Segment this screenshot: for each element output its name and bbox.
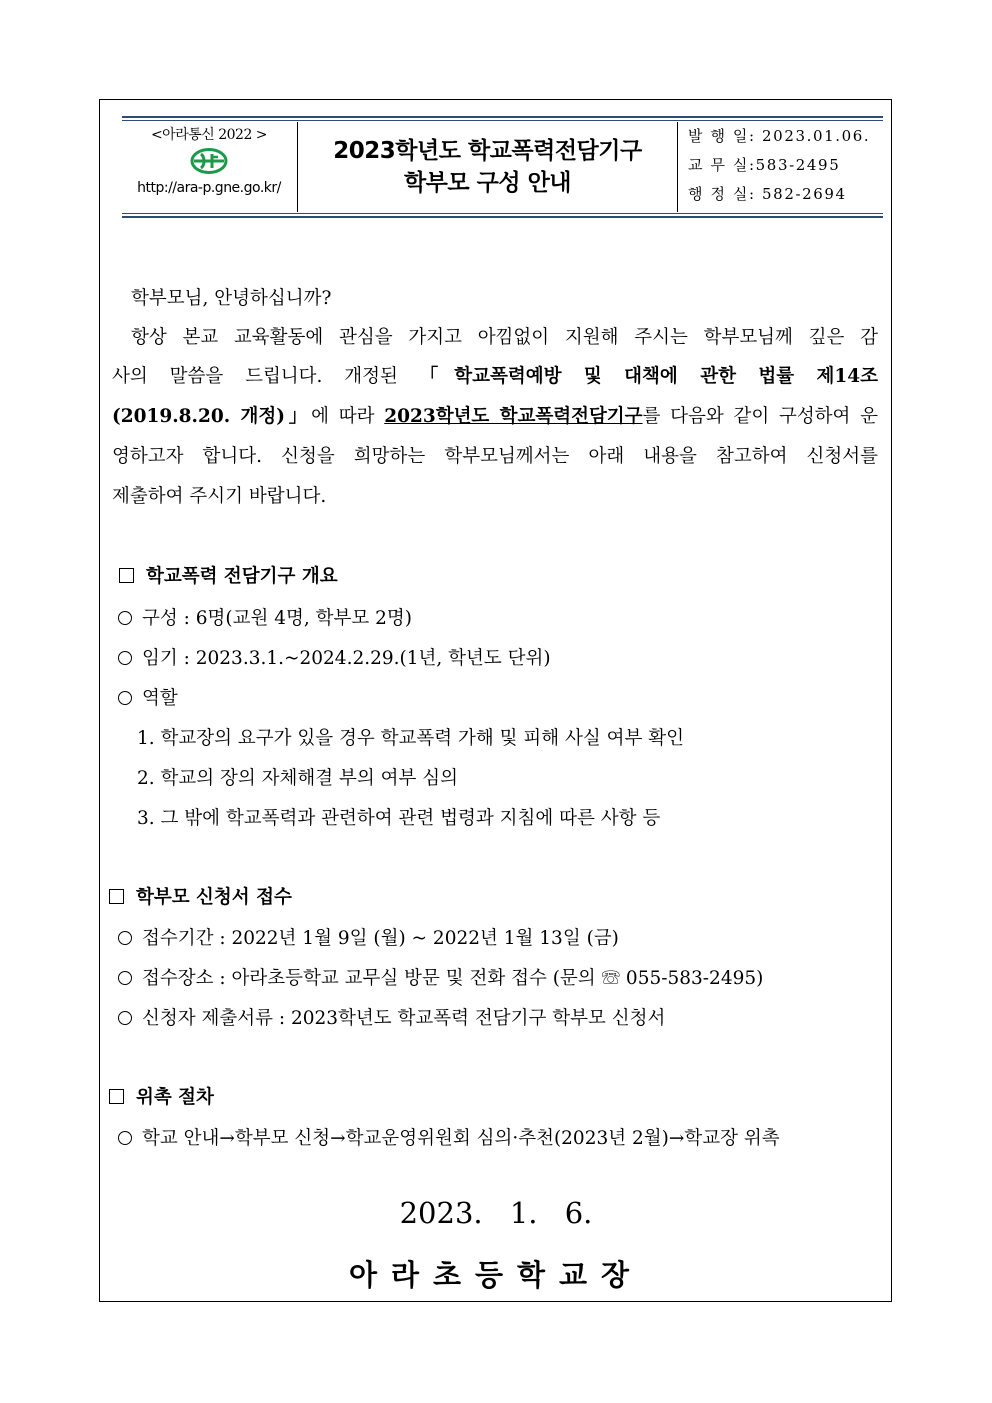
document-title-line1: 2023학년도 학교폭력전담기구 <box>333 138 642 164</box>
circle-bullet-icon <box>118 1011 132 1025</box>
procedure-text: 학교 안내→학부모 신청→학교운영위원회 심의·추천(2023년 2월)→학교장 위촉 <box>142 1128 780 1149</box>
section-heading-overview <box>119 562 338 588</box>
documents-text: 신청자 제출서류 : 2023학년도 학교폭력 전담기구 학부모 신청서 <box>142 1008 666 1029</box>
office-phone: 교 무 실:583-2495 <box>688 156 841 174</box>
signature-date: 2023. 1. 6. <box>399 1196 593 1230</box>
period-text: 접수기간 : 2022년 1월 9일 (월) ~ 2022년 1월 13일 (금) <box>142 928 619 949</box>
checkbox-square-icon <box>109 889 124 904</box>
header-rule-top-thin <box>122 120 883 121</box>
section-heading-text: 학부모 신청서 접수 <box>136 887 292 908</box>
circle-bullet-icon <box>118 931 132 945</box>
principal-name: 아라초등학교장 <box>348 1258 644 1292</box>
greeting: 학부모님, 안녕하십니까? <box>131 288 332 309</box>
circle-bullet-icon <box>118 971 132 985</box>
intro-line-2-text: 사의 말씀을 드립니다. 개정된 <box>112 366 420 387</box>
intro-line-5: 제출하여 주시기 바랍니다. <box>112 486 327 507</box>
term-text: 임기 : 2023.3.1.~2024.2.29.(1년, 학년도 단위) <box>142 648 551 669</box>
composition-text: 구성 : 6명(교원 4명, 학부모 2명) <box>142 608 412 629</box>
checkbox-square-icon <box>119 568 134 583</box>
place-item <box>118 964 763 990</box>
circle-bullet-icon <box>118 651 132 665</box>
intro-line-3 <box>112 402 878 428</box>
section-heading-application <box>109 883 292 909</box>
intro-line-1: 항상 본교 교육활동에 관심을 가지고 아낌없이 지원해 주시는 학부모님께 깊은 감 <box>131 327 878 348</box>
role-text: 역할 <box>142 688 178 709</box>
section-heading-procedure <box>109 1083 214 1109</box>
header-rule-bottom-thin <box>122 213 883 214</box>
intro-line-3-text: 에 따라 <box>311 406 385 427</box>
intro-line-2 <box>112 362 878 388</box>
committee-name: 2023학년도 학교폭력전담기구 <box>384 406 643 427</box>
procedure-item <box>118 1124 780 1150</box>
section-heading-text: 학교폭력 전담기구 개요 <box>146 566 338 587</box>
header-rule-top <box>122 116 883 118</box>
circle-bullet-icon <box>118 1131 132 1145</box>
document-title-line2: 학부모 구성 안내 <box>403 170 572 196</box>
section-heading-text: 위촉 절차 <box>136 1087 214 1108</box>
law-reference: 「학교폭력예방 및 대책에 관한 법률 제14조 <box>419 366 879 387</box>
header-title-block <box>297 122 678 212</box>
law-revision: (2019.8.20. 개정)」 <box>112 406 312 427</box>
checkbox-square-icon <box>109 1089 124 1104</box>
intro-line-4: 영하고자 합니다. 신청을 희망하는 학부모님께서는 아래 내용을 참고하여 신청서를 <box>112 446 878 467</box>
role-list-item: 1. 학교장의 요구가 있을 경우 학교폭력 가해 및 피해 사실 여부 확인 <box>137 728 684 749</box>
school-logo-icon <box>190 148 228 174</box>
place-text: 접수장소 : 아라초등학교 교무실 방문 및 전화 접수 (문의 ☏ 055-583-2495) <box>142 968 764 989</box>
period-item <box>118 924 619 950</box>
intro-line-3-tail: 를 다음와 같이 구성하여 운 <box>642 406 879 427</box>
circle-bullet-icon <box>118 691 132 705</box>
document-frame <box>99 99 892 1302</box>
header-newsletter-block <box>122 122 296 212</box>
role-list-item: 3. 그 밖에 학교폭력과 관련하여 관련 법령과 지침에 따른 사항 등 <box>137 808 661 829</box>
issue-date: 발 행 일: 2023.01.06. <box>688 127 871 145</box>
composition-item <box>118 604 412 630</box>
role-item <box>118 684 178 710</box>
admin-phone: 행 정 실: 582-2694 <box>688 185 847 203</box>
documents-item <box>118 1004 665 1030</box>
school-url: http://ara-p.gne.go.kr/ <box>137 180 281 196</box>
circle-bullet-icon <box>118 611 132 625</box>
term-item <box>118 644 551 670</box>
role-list-item: 2. 학교의 장의 자체해결 부의 여부 심의 <box>137 768 459 789</box>
newsletter-name: <아라통신 2022 > <box>150 127 268 143</box>
header-info-block <box>680 122 883 212</box>
header-rule-bottom <box>122 216 883 218</box>
